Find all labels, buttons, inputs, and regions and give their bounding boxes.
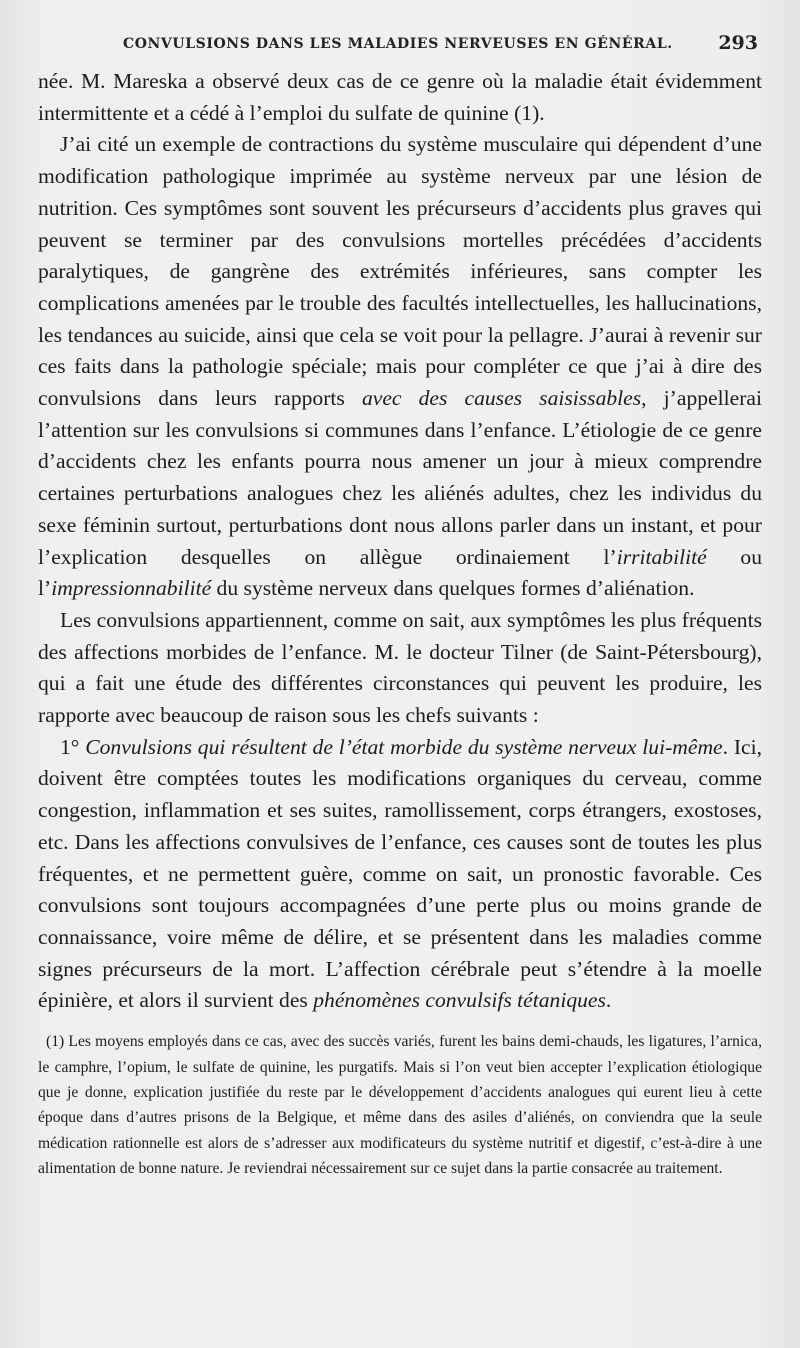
paragraph-2-text-b: , j’appellerai l’attention sur les convulsions si communes dans l’enfance. L’étiologie de ce genre d’accidents chez les enfants pourra nous amener un jour à mieux comprendre certaines perturbations analogues chez les aliénés adultes, chez les individus du sexe féminin surtout, perturbations dont nous allons parler dans un instant, et pour l’explication desquelles on allègue ordinaiement l’ — [38, 386, 762, 569]
paragraph-3 — [38, 605, 762, 732]
paragraph-4-text-b: . — [605, 988, 612, 1013]
body-text — [38, 66, 762, 1017]
italic-word-irritabilite: irritabilité — [616, 544, 707, 569]
italic-word-impressionnabilite: impressionnabilité — [51, 576, 212, 601]
paragraph-2-text-a: J’ai cité un exemple de contractions du système musculaire qui dépendent d’une modification pathologique imprimée au système nerveux par une lésion de nutrition. Ces symptômes sont souvent les précurseurs d’accidents plus graves qui peuvent se terminer par des convulsions mortelles précédées d’accidents paralytiques, de gangrène des extrémités inférieures, sans compter les complications amenées par le trouble des facultés intellectuelles, les hallucinations, les tendances au suicide, ainsi que cela se voit pour la pellagre. J’aurai à revenir sur ces faits dans la pathologie spéciale; mais pour compléter ce que j’ai à dire des convulsions dans leurs rapports — [38, 132, 762, 411]
italic-phrase-phenomenes: phénomènes convulsifs tétaniques — [313, 988, 606, 1013]
footnote-1: (1) Les moyens employés dans ce cas, avec des succès variés, furent les bains demi-chauds, les ligatures, l’arnica, le camphre, l’opium, le sulfate de quinine, les purgatifs. Mais si l’on veut bien accepter l’explication étiologique que je donne, explication justifiée du reste par le développement d’accidents analogues qui eurent lieu à cette époque dans d’autres prisons de la Belgique, et même dans des asiles d’aliénés, on conviendra que la seule médication rationnelle est alors de s’adresser aux modificateurs du système nutritif et digestif, c’est-à-dire à une alimentation de bonne nature. Je reviendrai nécessairement sur ce sujet dans la partie consacrée au traitement. — [38, 1033, 762, 1178]
paragraph-3-text: Les convulsions appartiennent, comme on sait, aux symptômes les plus fréquents des affections morbides de l’enfance. M. le docteur Tilner (de Saint-Pétersbourg), qui a fait une étude des différentes circonstances qui peuvent les produire, les rapporte avec beaucoup de raison sous les chefs suivants : — [38, 607, 762, 728]
list-number: 1° — [60, 734, 86, 759]
italic-phrase-causes-saisissables: avec des causes saisissables — [361, 386, 642, 411]
paragraph-4-text-a: . Ici, doivent être comptées toutes les modifications organiques du cerveau, comme congestion, inflammation et ses suites, ramollissement, corps étrangers, exostoses, etc. Dans les affections convulsives de l’enfance, ces causes sont de toutes les plus fréquentes, et ne permettent guère, comme on sait, un pronostic favorable. Ces convulsions sont toujours accompagnées d’une perte plus ou moins grande de connaissance, voire même de délire, et se présentent dans les maladies comme signes précurseurs de la mort. L’affection cérébrale peut s’étendre à la moelle épinière, et alors il survient des — [38, 734, 762, 1013]
italic-heading-convulsions: Convulsions qui résultent de l’état morbide du système nerveux lui-même — [85, 734, 723, 759]
footnotes — [38, 1029, 762, 1181]
running-title: CONVULSIONS DANS LES MALADIES NERVEUSES EN GÉNÉRAL. — [123, 36, 673, 52]
paragraph-1 — [38, 66, 762, 129]
running-head — [38, 30, 762, 60]
paragraph-1-text: née. M. Mareska a observé deux cas de ce genre où la maladie était évidemment intermittente et a cédé à l’emploi du sulfate de quinine (1). — [38, 69, 762, 125]
paragraph-2-text-d: du système nerveux dans quelques formes d’aliénation. — [211, 576, 695, 601]
page-number: 293 — [718, 32, 758, 54]
paragraph-2-text-c: ou l’ — [38, 544, 762, 601]
paragraph-4 — [38, 732, 762, 1017]
paragraph-2 — [38, 129, 762, 605]
